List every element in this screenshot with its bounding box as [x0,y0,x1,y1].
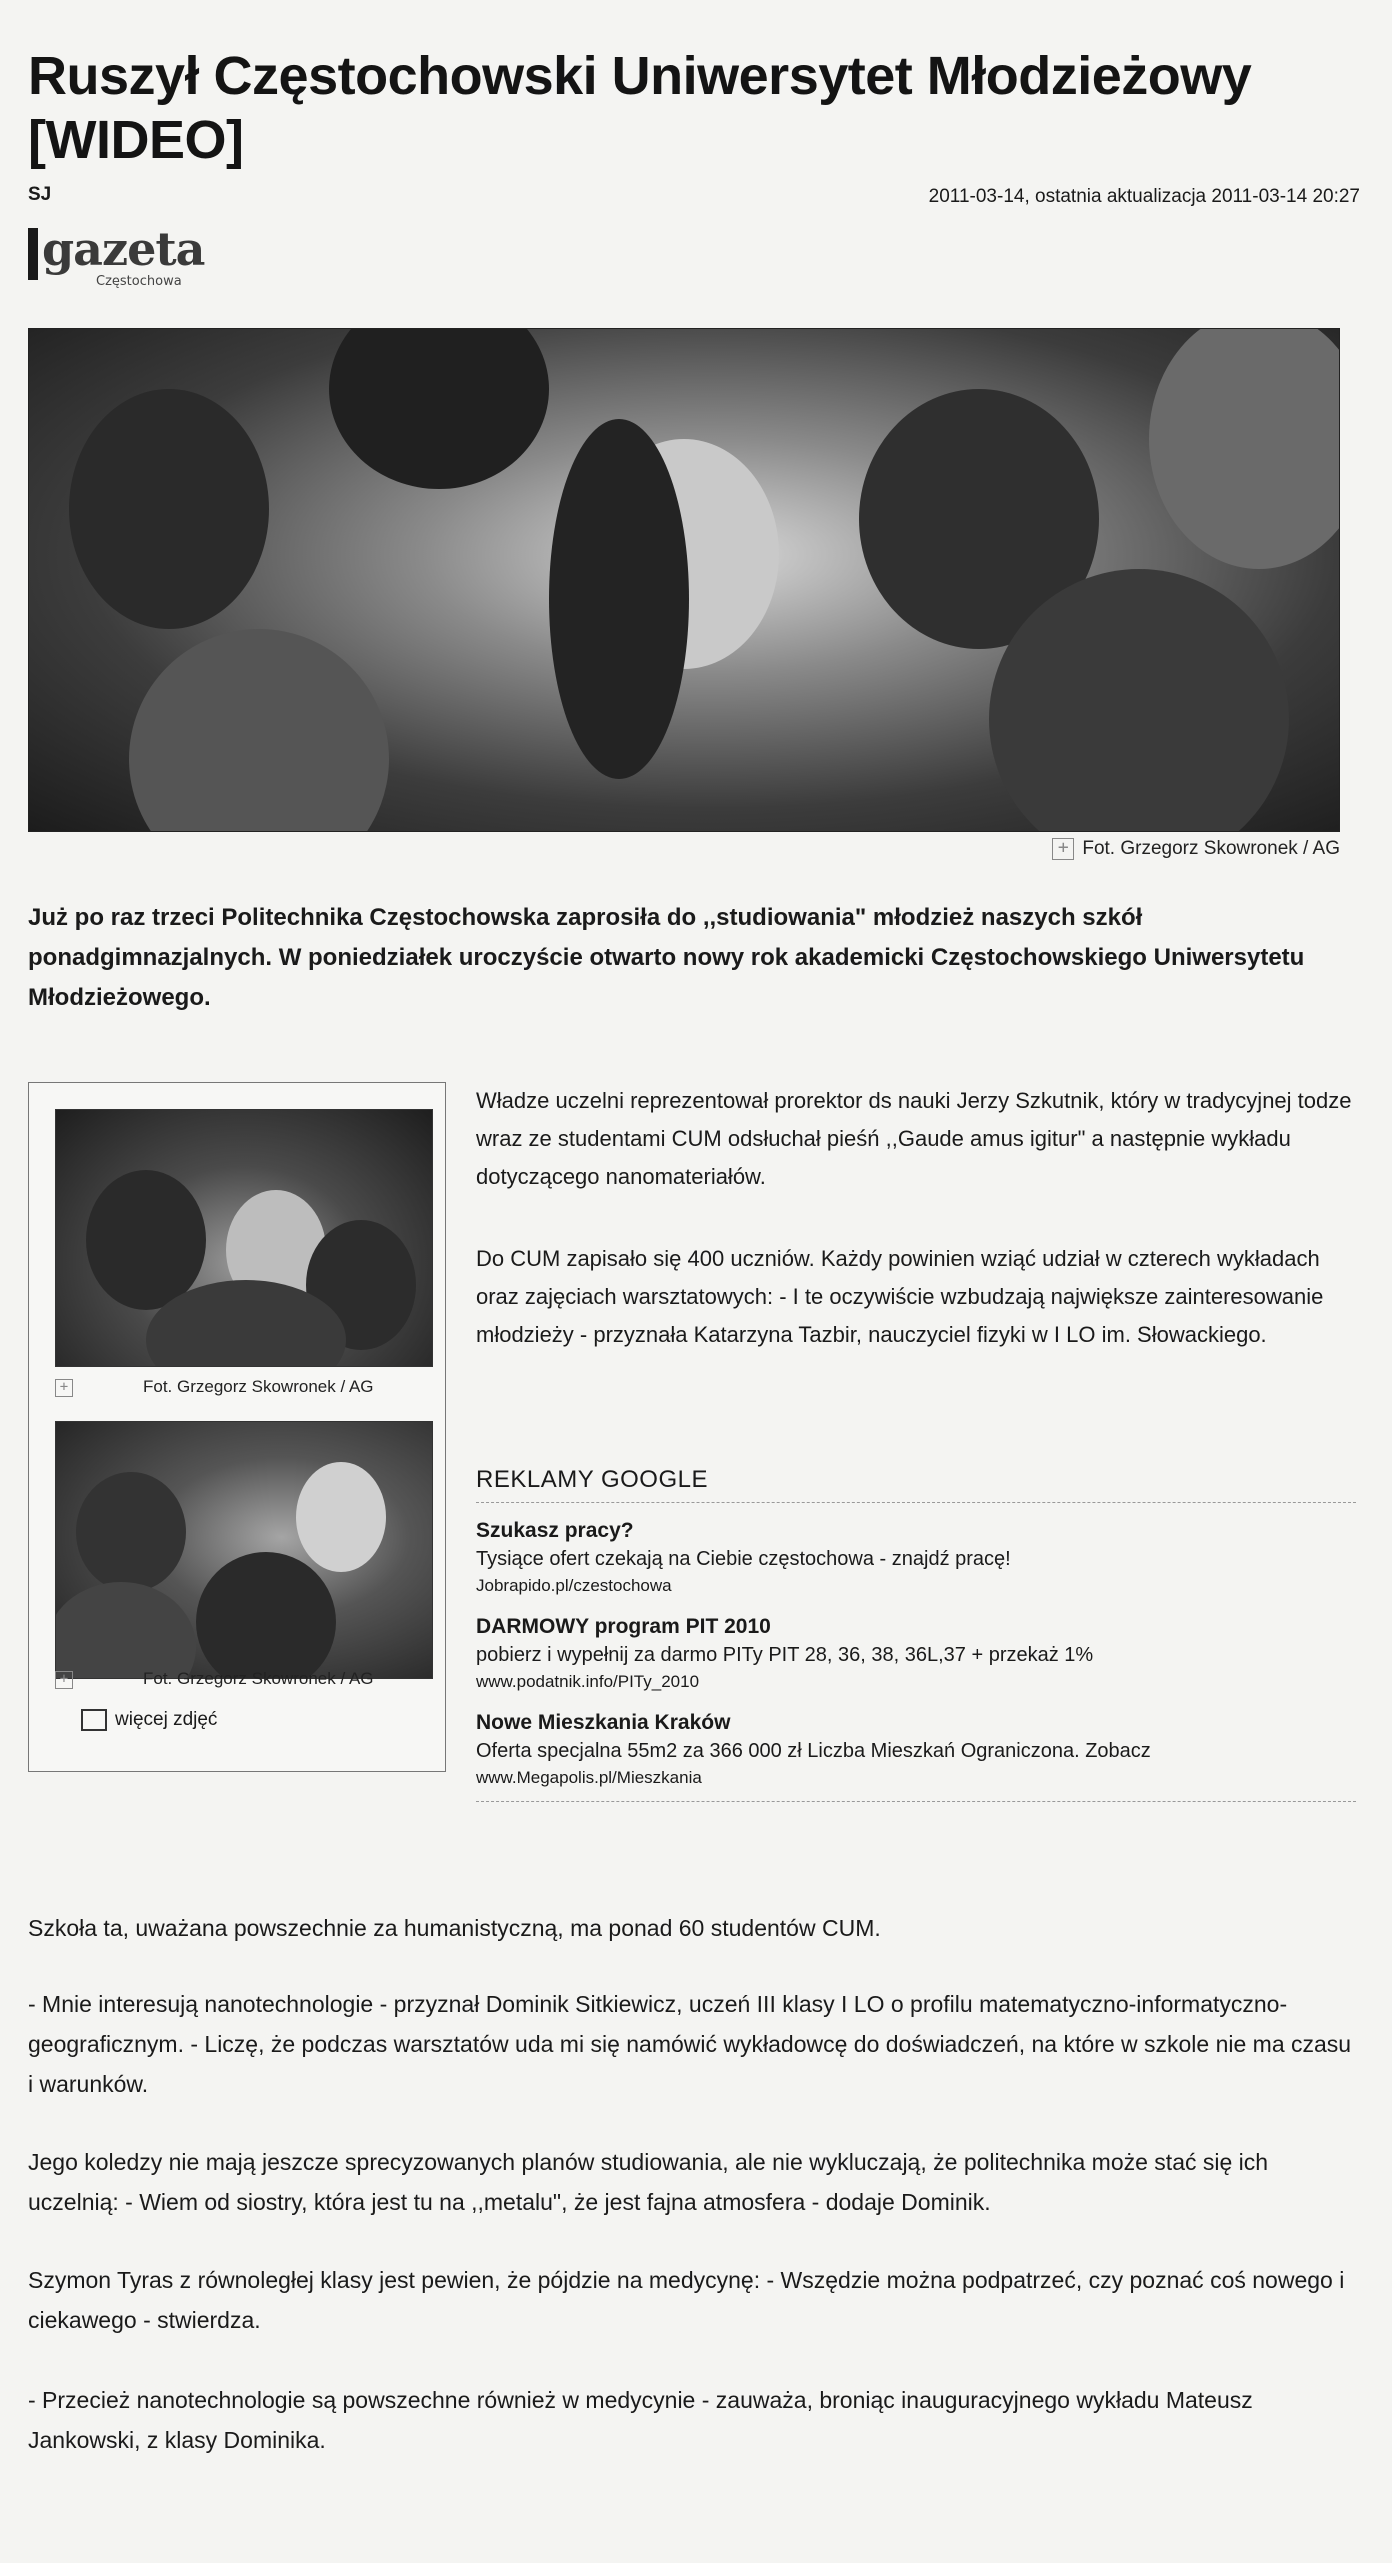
ad-url[interactable]: www.podatnik.info/PITy_2010 [476,1672,700,1691]
paragraph: Jego koledzy nie mają jeszcze sprecyzowanych planów studiowania, ale nie wykluczają, że politechnika może stać się ich uczelnią: - Wiem od siostry, która jest tu na ,,metalu", że jest fajna atmosfera - dodaje Dominik. [28,2149,1269,2215]
photo-figure [69,389,269,629]
ad-description: pobierz i wypełnij za darmo PITy PIT 28, 36, 38, 36L,37 + przekaż 1% [476,1644,1094,1666]
photo-figure [549,419,689,779]
ad-title[interactable]: Szukasz pracy? [476,1519,634,1542]
main-photo-caption-text: Fot. Grzegorz Skowronek / AG [1082,838,1340,860]
author: SJ [28,184,52,205]
photo-gallery [28,1082,446,1772]
ads-divider [476,1801,1356,1802]
zoom-icon[interactable]: + [1052,838,1074,860]
article-title: Ruszył Częstochowski Uniwersytet Młodzieżowy [WIDEO] [28,46,1252,170]
photo-figure [55,1582,196,1679]
ads-heading: REKLAMY GOOGLE [476,1466,1356,1503]
ad-url[interactable]: www.Megapolis.pl/Mieszkania [476,1768,702,1787]
more-photos-label: więcej zdjęć [115,1709,218,1731]
ad-description: Tysiące ofert czekają na Ciebie częstochowa - znajdź pracę! [476,1548,1011,1570]
paragraph: - Przecież nanotechnologie są powszechne również w medycynie - zauważa, broniąc inauguracyjnego wykładu Mateusz Jankowski, z klasy Dominika. [28,2387,1253,2453]
ad-description: Oferta specjalna 55m2 za 366 000 zł Liczba Mieszkań Ograniczona. Zobacz [476,1740,1151,1762]
article-lead: Już po raz trzeci Politechnika Częstochowska zaprosiła do ,,studiowania" młodzież naszych szkół ponadgimnazjalnych. W poniedziałek uroczyście otwarto nowy rok akademicki Częstochowskiego Uniwersytetu Młodzieżowego. [28,904,1305,1011]
photo-figure [86,1170,206,1310]
main-photo[interactable] [28,328,1340,832]
photo-figure [76,1472,186,1592]
paragraph: Władze uczelni reprezentował prorektor ds nauki Jerzy Szkutnik, który w tradycyjnej todze wraz ze studentami CUM odsłuchał pieśń ,,Gaude amus igitur" a następnie wykładu dotyczącego nanomateriałów. [476,1088,1352,1189]
gazeta-logo[interactable] [28,222,218,290]
paragraph: Szkoła ta, uważana powszechnie za humanistyczną, ma ponad 60 studentów CUM. [28,1915,881,1941]
gallery-caption-2 [55,1669,435,1689]
photo-figure [296,1462,386,1572]
ad-url[interactable]: Jobrapido.pl/czestochowa [476,1576,672,1595]
paragraph: Do CUM zapisało się 400 uczniów. Każdy powinien wziąć udział w czterech wykładach oraz zajęciach warsztatowych: - I te oczywiście wzbudzają największe zainteresowanie młodzieży - przyznała Katarzyna Tazbir, nauczyciel fizyki w I LO im. Słowackiego. [476,1246,1324,1347]
more-photos-link[interactable] [81,1709,217,1731]
gallery-photo-1[interactable] [55,1109,433,1367]
photos-icon [81,1709,107,1731]
ad-item[interactable] [476,1517,1356,1599]
logo-bar [28,228,38,280]
logo-word: gazeta [42,222,205,276]
paragraph: - Mnie interesują nanotechnologie - przyznał Dominik Sitkiewicz, uczeń III klasy I LO o profilu matematyczno-informatyczno-geograficznym. - Liczę, że podczas warsztatów uda mi się namówić wykładowcę do doświadczeń, na które w szkole nie ma czasu i warunków. [28,1991,1352,2097]
ad-title[interactable]: Nowe Mieszkania Kraków [476,1711,731,1734]
gallery-caption-2-text: Fot. Grzegorz Skowronek / AG [143,1669,374,1688]
gallery-caption-1 [55,1377,435,1397]
gallery-photo-2[interactable] [55,1421,433,1679]
photo-figure [1149,328,1340,569]
dateline: 2011-03-14, ostatnia aktualizacja 2011-03-14 20:27 [928,186,1360,207]
photo-figure [129,629,389,832]
main-photo-caption [1052,838,1340,860]
ad-item[interactable] [476,1709,1356,1791]
google-ads [476,1466,1356,1802]
logo-city: Częstochowa [96,274,182,289]
ad-item[interactable] [476,1613,1356,1695]
zoom-icon[interactable]: + [55,1671,73,1689]
photo-figure [196,1552,336,1679]
zoom-icon[interactable]: + [55,1379,73,1397]
paragraph: Szymon Tyras z równoległej klasy jest pewien, że pójdzie na medycynę: - Wszędzie można podpatrzeć, czy poznać coś nowego i ciekawego - stwierdza. [28,2267,1345,2333]
ad-title[interactable]: DARMOWY program PIT 2010 [476,1615,771,1638]
photo-figure [329,328,549,489]
gallery-caption-1-text: Fot. Grzegorz Skowronek / AG [143,1377,374,1396]
